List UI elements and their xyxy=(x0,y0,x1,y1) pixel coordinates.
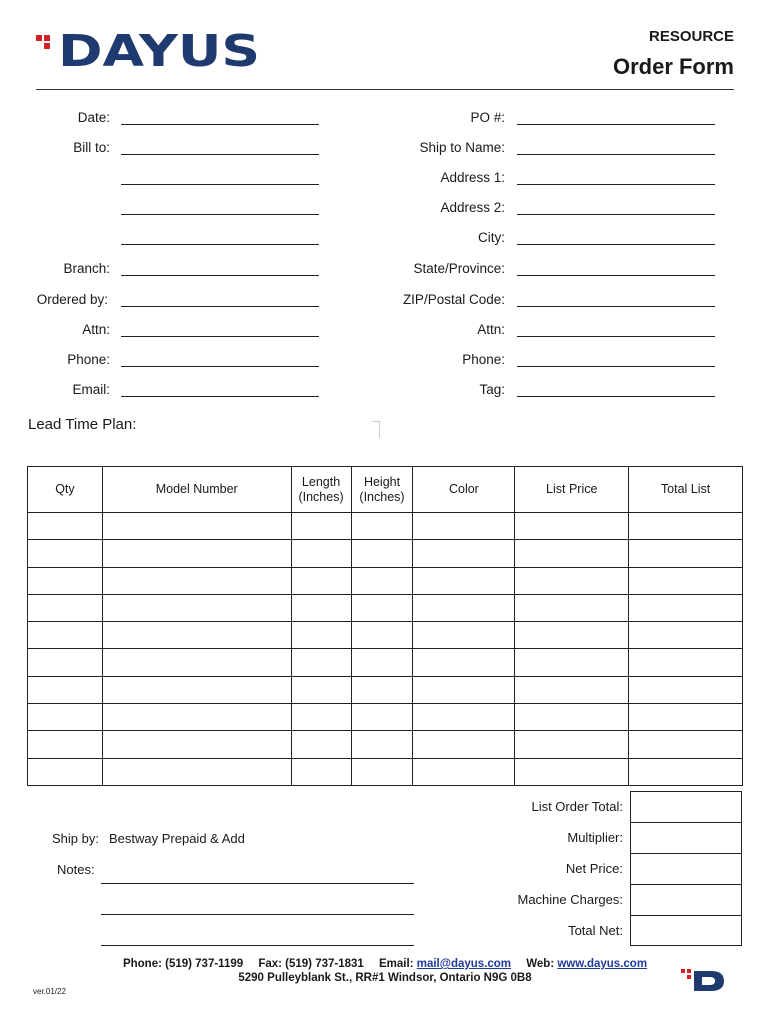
list-order-total-label: List Order Total: xyxy=(531,799,623,814)
table-cell[interactable] xyxy=(629,622,743,649)
zip-field[interactable] xyxy=(517,306,715,307)
po-field[interactable] xyxy=(517,124,715,125)
table-cell[interactable] xyxy=(413,540,515,567)
table-cell[interactable] xyxy=(102,731,291,758)
table-cell[interactable] xyxy=(102,594,291,621)
notes-line-3[interactable] xyxy=(101,945,414,946)
table-cell[interactable] xyxy=(413,758,515,785)
table-row xyxy=(28,704,743,731)
ship-phone-label: Phone: xyxy=(462,352,505,367)
lead-time-field[interactable] xyxy=(372,421,380,438)
po-label: PO #: xyxy=(470,110,505,125)
order-items-table xyxy=(27,466,743,786)
address-2-label: Address 2: xyxy=(440,200,505,215)
table-cell[interactable] xyxy=(629,513,743,540)
ship-phone-field[interactable] xyxy=(517,366,715,367)
tag-field[interactable] xyxy=(517,396,715,397)
col-color: Color xyxy=(413,467,515,513)
table-cell[interactable] xyxy=(515,567,629,594)
table-cell[interactable] xyxy=(351,594,413,621)
address-1-label: Address 1: xyxy=(440,170,505,185)
bill-to-field-1[interactable] xyxy=(121,154,319,155)
table-cell[interactable] xyxy=(291,513,351,540)
table-cell[interactable] xyxy=(291,758,351,785)
table-cell[interactable] xyxy=(515,731,629,758)
table-cell[interactable] xyxy=(413,676,515,703)
city-label: City: xyxy=(478,230,505,245)
table-cell[interactable] xyxy=(515,649,629,676)
footer-phone: Phone: (519) 737-1199 xyxy=(122,958,244,970)
total-net-box[interactable] xyxy=(630,915,742,946)
table-cell[interactable] xyxy=(351,622,413,649)
table-cell[interactable] xyxy=(629,758,743,785)
page-title: Order Form xyxy=(612,54,734,79)
table-cell[interactable] xyxy=(28,704,103,731)
table-cell[interactable] xyxy=(102,758,291,785)
table-cell[interactable] xyxy=(413,704,515,731)
table-cell[interactable] xyxy=(28,622,103,649)
zip-label: ZIP/Postal Code: xyxy=(402,292,505,307)
footer-web-link[interactable]: www.dayus.com xyxy=(557,958,648,970)
table-cell[interactable] xyxy=(629,540,743,567)
table-cell[interactable] xyxy=(102,513,291,540)
bill-to-field-3[interactable] xyxy=(121,214,319,215)
table-cell[interactable] xyxy=(351,567,413,594)
table-cell[interactable] xyxy=(291,540,351,567)
col-model-number: Model Number xyxy=(102,467,291,513)
table-cell[interactable] xyxy=(351,540,413,567)
table-cell[interactable] xyxy=(413,594,515,621)
table-cell[interactable] xyxy=(413,513,515,540)
bill-to-label: Bill to: xyxy=(73,140,110,155)
address-1-field[interactable] xyxy=(517,184,715,185)
email-label: Email: xyxy=(72,382,110,397)
notes-label: Notes: xyxy=(57,862,95,877)
city-field[interactable] xyxy=(517,244,715,245)
table-row xyxy=(28,622,743,649)
multiplier-label: Multiplier: xyxy=(567,830,623,845)
table-cell[interactable] xyxy=(102,704,291,731)
header-divider xyxy=(36,89,734,90)
machine-charges-label: Machine Charges: xyxy=(517,892,623,907)
table-cell[interactable] xyxy=(515,704,629,731)
table-cell[interactable] xyxy=(102,567,291,594)
machine-charges-box[interactable] xyxy=(630,884,742,916)
table-cell[interactable] xyxy=(28,594,103,621)
table-cell[interactable] xyxy=(413,649,515,676)
footer-contact xyxy=(0,958,770,970)
mini-logo-icon xyxy=(681,968,725,992)
ship-by-value: Bestway Prepaid & Add xyxy=(109,831,245,846)
ship-attn-field[interactable] xyxy=(517,336,715,337)
table-cell[interactable] xyxy=(291,704,351,731)
table-cell[interactable] xyxy=(102,649,291,676)
table-cell[interactable] xyxy=(28,540,103,567)
ordered-by-label: Ordered by: xyxy=(36,292,108,307)
footer-email-label: Email: xyxy=(379,958,414,970)
table-cell[interactable] xyxy=(351,704,413,731)
table-cell[interactable] xyxy=(629,704,743,731)
tag-label: Tag: xyxy=(479,382,505,397)
table-cell[interactable] xyxy=(291,649,351,676)
bill-to-field-2[interactable] xyxy=(121,184,319,185)
bill-to-field-4[interactable] xyxy=(121,244,319,245)
table-cell[interactable] xyxy=(351,649,413,676)
table-cell[interactable] xyxy=(413,622,515,649)
table-cell[interactable] xyxy=(515,513,629,540)
attn-field[interactable] xyxy=(121,336,319,337)
address-2-field[interactable] xyxy=(517,214,715,215)
footer-address: 5290 Pulleyblank St., RR#1 Windsor, Ontario N9G 0B8 xyxy=(238,972,532,984)
email-field[interactable] xyxy=(121,396,319,397)
attn-label: Attn: xyxy=(82,322,110,337)
table-cell[interactable] xyxy=(515,676,629,703)
ship-to-name-field[interactable] xyxy=(517,154,715,155)
footer-fax: Fax: (519) 737-1831 xyxy=(258,958,364,970)
ship-to-name-label: Ship to Name: xyxy=(419,140,505,155)
table-row xyxy=(28,649,743,676)
notes-line-2[interactable] xyxy=(101,914,414,915)
notes-line-1[interactable] xyxy=(101,883,414,884)
table-cell[interactable] xyxy=(291,594,351,621)
resource-label: RESOURCE xyxy=(648,28,734,45)
table-cell[interactable] xyxy=(351,676,413,703)
table-cell[interactable] xyxy=(351,513,413,540)
ship-attn-label: Attn: xyxy=(477,322,505,337)
multiplier-box[interactable] xyxy=(630,822,742,854)
state-label: State/Province: xyxy=(413,261,505,276)
table-cell[interactable] xyxy=(28,758,103,785)
table-cell[interactable] xyxy=(629,649,743,676)
table-cell[interactable] xyxy=(351,731,413,758)
col-qty: Qty xyxy=(28,467,103,513)
table-cell[interactable] xyxy=(413,731,515,758)
table-cell[interactable] xyxy=(291,622,351,649)
table-cell[interactable] xyxy=(629,594,743,621)
table-row xyxy=(28,731,743,758)
table-cell[interactable] xyxy=(28,649,103,676)
date-label: Date: xyxy=(77,110,110,125)
branch-field[interactable] xyxy=(121,275,319,276)
total-net-label: Total Net: xyxy=(568,923,623,938)
brand-logo: DAYUS xyxy=(58,26,261,77)
table-cell[interactable] xyxy=(351,758,413,785)
net-price-box[interactable] xyxy=(630,853,742,885)
table-cell[interactable] xyxy=(413,567,515,594)
table-cell[interactable] xyxy=(629,676,743,703)
table-row xyxy=(28,594,743,621)
state-field[interactable] xyxy=(517,275,715,276)
table-cell[interactable] xyxy=(515,540,629,567)
col-length: Length (Inches) xyxy=(291,467,351,513)
table-cell[interactable] xyxy=(291,676,351,703)
table-row xyxy=(28,758,743,785)
table-cell[interactable] xyxy=(102,540,291,567)
table-cell[interactable] xyxy=(28,513,103,540)
lead-time-label: Lead Time Plan: xyxy=(28,416,137,433)
table-cell[interactable] xyxy=(102,676,291,703)
net-price-label: Net Price: xyxy=(565,861,623,876)
col-list-price: List Price xyxy=(515,467,629,513)
table-cell[interactable] xyxy=(28,731,103,758)
list-order-total-box[interactable] xyxy=(630,791,742,823)
table-cell[interactable] xyxy=(629,731,743,758)
col-height: Height (Inches) xyxy=(351,467,413,513)
phone-field[interactable] xyxy=(121,366,319,367)
table-cell[interactable] xyxy=(291,567,351,594)
ordered-by-field[interactable] xyxy=(121,306,319,307)
footer-web-label: Web: xyxy=(526,958,555,970)
table-cell[interactable] xyxy=(28,567,103,594)
table-cell[interactable] xyxy=(515,594,629,621)
table-row xyxy=(28,567,743,594)
table-cell[interactable] xyxy=(291,731,351,758)
date-field[interactable] xyxy=(121,124,319,125)
table-row xyxy=(28,540,743,567)
table-cell[interactable] xyxy=(629,567,743,594)
table-cell[interactable] xyxy=(515,758,629,785)
version-label: ver.01/22 xyxy=(33,987,66,996)
table-cell[interactable] xyxy=(102,622,291,649)
logo-dots-icon xyxy=(36,35,58,57)
phone-label: Phone: xyxy=(67,352,110,367)
col-total-list: Total List xyxy=(629,467,743,513)
table-row xyxy=(28,513,743,540)
branch-label: Branch: xyxy=(63,261,110,276)
table-cell[interactable] xyxy=(28,676,103,703)
table-row xyxy=(28,676,743,703)
footer-email-link[interactable]: mail@dayus.com xyxy=(416,958,512,970)
ship-by-label: Ship by: xyxy=(52,831,99,846)
table-cell[interactable] xyxy=(515,622,629,649)
